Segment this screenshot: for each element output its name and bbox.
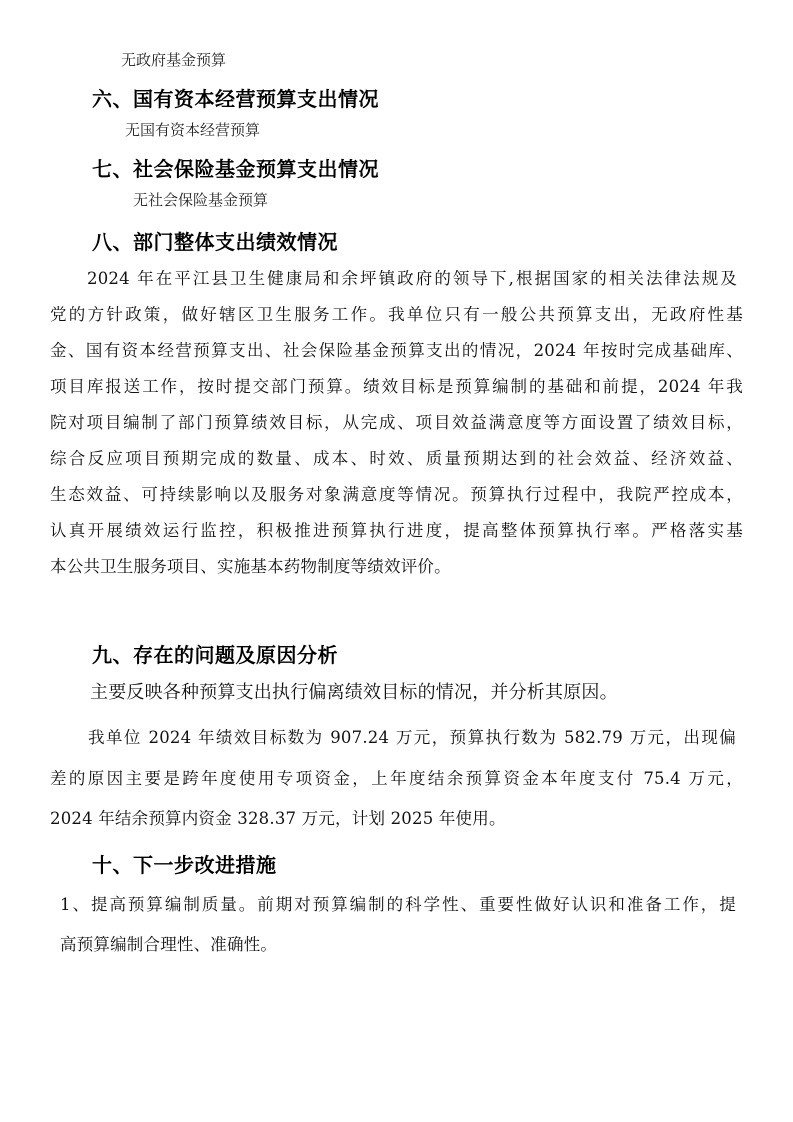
section-9-intro: 主要反映各种预算支出执行偏离绩效目标的情况，并分析其原因。 <box>90 682 618 703</box>
paragraph-line: 1、提高预算编制质量。前期对预算编制的科学性、重要性做好认识和准备工作，提 <box>60 895 736 914</box>
paragraph-line: 项目库报送工作，按时提交部门预算。绩效目标是预算编制的基础和前提，2024 年我 <box>50 377 743 396</box>
paragraph-line: 差的原因主要是跨年度使用专项资金，上年度结余预算资金本年度支付 75.4 万元， <box>50 769 743 788</box>
section-5-body: 无政府基金预算 <box>121 51 227 69</box>
section-6-body: 无国有资本经营预算 <box>125 121 261 139</box>
section-6-heading: 六、国有资本经营预算支出情况 <box>92 87 379 111</box>
section-10-heading: 十、下一步改进措施 <box>92 853 277 877</box>
section-7-heading: 七、社会保险基金预算支出情况 <box>92 157 379 181</box>
paragraph-line: 党的方针政策，做好辖区卫生服务工作。我单位只有一般公共预算支出，无政府性基 <box>50 305 743 324</box>
paragraph-line: 金、国有资本经营预算支出、社会保险基金预算支出的情况，2024 年按时完成基础库、 <box>50 341 743 360</box>
paragraph-line: 综合反应项目预期完成的数量、成本、时效、质量预期达到的社会效益、经济效益、 <box>50 449 743 468</box>
section-7-body: 无社会保险基金预算 <box>133 191 269 209</box>
paragraph-line: 2024 年结余预算内资金 328.37 万元，计划 2025 年使用。 <box>50 809 506 828</box>
paragraph-line: 本公共卫生服务项目、实施基本药物制度等绩效评价。 <box>50 557 451 576</box>
section-9-heading: 九、存在的问题及原因分析 <box>92 643 338 667</box>
section-8-heading: 八、部门整体支出绩效情况 <box>92 230 338 254</box>
paragraph-line: 高预算编制合理性、准确性。 <box>60 935 278 954</box>
paragraph-line: 生态效益、可持续影响以及服务对象满意度等情况。预算执行过程中，我院严控成本， <box>50 485 743 504</box>
paragraph-line: 我单位 2024 年绩效目标数为 907.24 万元，预算执行数为 582.79 万元，出现偏 <box>88 728 736 747</box>
paragraph-line: 2024 年在平江县卫生健康局和余坪镇政府的领导下,根据国家的相关法律法规及 <box>87 269 737 288</box>
paragraph-line: 认真开展绩效运行监控，积极推进预算执行进度，提高整体预算执行率。严格落实基 <box>50 521 743 540</box>
paragraph-line: 院对项目编制了部门预算绩效目标，从完成、项目效益满意度等方面设置了绩效目标， <box>50 413 743 432</box>
